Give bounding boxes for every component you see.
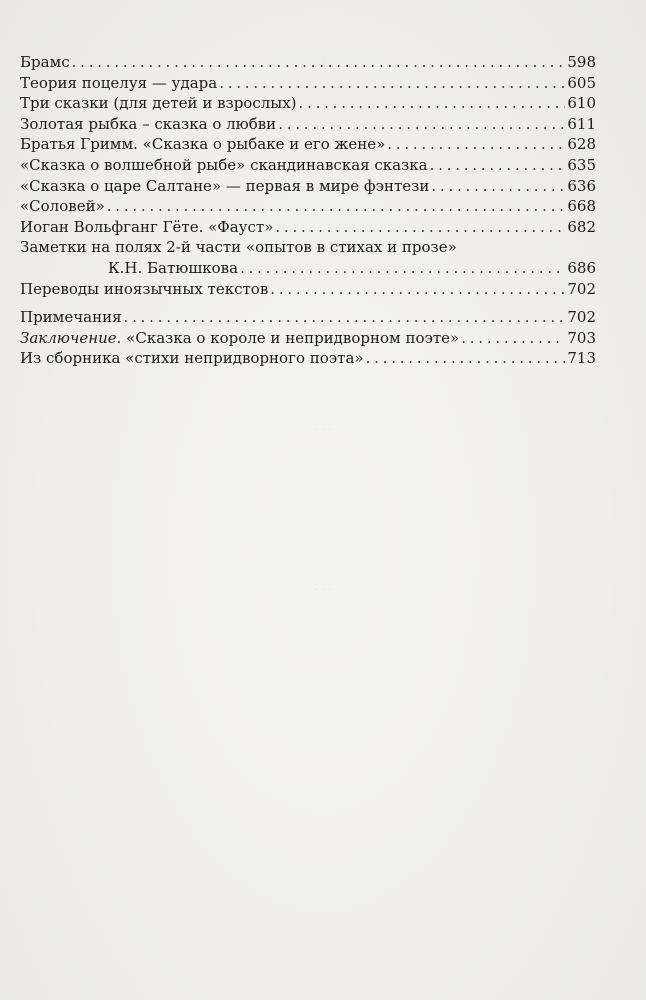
toc-entry-page: 635 xyxy=(567,155,596,174)
toc-leader-dots xyxy=(299,93,566,114)
toc-leader-dots xyxy=(366,348,566,369)
toc-leader-dots xyxy=(107,196,566,217)
toc-entry-kiss-theory[interactable] xyxy=(20,73,596,94)
toc-entry-page: 703 xyxy=(567,328,596,347)
toc-entry-title: «Сказка о царе Салтане» — первая в мире фэнтези xyxy=(20,176,430,195)
toc-entry-title: Теория поцелуя — удара xyxy=(20,73,218,92)
toc-entry-brahms[interactable] xyxy=(20,52,596,73)
toc-entry-title: Золотая рыбка – сказка о любви xyxy=(20,114,277,133)
section-gap xyxy=(20,299,596,307)
toc-entry-title xyxy=(20,328,459,349)
toc-entry-tsar-saltan[interactable] xyxy=(20,176,596,197)
bleed-through-text: . . . . . . . xyxy=(314,50,332,593)
toc-entry-title: Три сказки (для детей и взрослых) xyxy=(20,94,297,113)
toc-entry-page: 682 xyxy=(567,217,596,236)
toc-leader-dots xyxy=(387,134,565,155)
toc-entry-title: Из сборника «стихи непридворного поэта» xyxy=(20,349,364,368)
toc-leader-dots xyxy=(430,155,566,176)
table-of-contents xyxy=(20,52,596,369)
toc-entry-grimm[interactable] xyxy=(20,134,596,155)
toc-entry-page: 713 xyxy=(567,349,596,368)
toc-entry-notes[interactable] xyxy=(20,307,596,328)
toc-entry-title: Брамс xyxy=(20,53,70,71)
toc-entry-title: К.Н. Батюшкова xyxy=(108,258,239,277)
toc-entry-batyushkov-line2[interactable] xyxy=(20,258,596,279)
toc-leader-dots xyxy=(275,217,565,238)
toc-entry-title: Примечания xyxy=(20,308,122,327)
toc-entry-collection[interactable] xyxy=(20,348,596,369)
toc-leader-dots xyxy=(240,258,565,279)
toc-entry-page: 702 xyxy=(567,279,596,298)
toc-entry-page: 686 xyxy=(567,258,596,277)
toc-entry-golden-fish[interactable] xyxy=(20,114,596,135)
toc-entry-faust[interactable] xyxy=(20,217,596,238)
toc-entry-title-italic: Заключение xyxy=(20,328,117,347)
toc-entry-title: Иоган Вольфганг Гёте. «Фауст» xyxy=(20,217,274,236)
toc-entry-title-rest: . «Сказка о короле и непридворном поэте» xyxy=(116,328,460,347)
toc-entry-title: «Сказка о волшебной рыбе» скандинавская сказка xyxy=(20,155,428,174)
toc-entry-title: Заметки на полях 2-й части «опытов в стихах и прозе» xyxy=(20,238,457,257)
toc-entry-page: 605 xyxy=(567,73,596,92)
toc-leader-dots xyxy=(124,307,566,328)
toc-leader-dots xyxy=(278,114,565,135)
toc-entry-magic-fish[interactable] xyxy=(20,155,596,176)
toc-leader-dots xyxy=(431,176,565,197)
toc-entry-title: «Соловей» xyxy=(20,197,105,216)
toc-entry-title: Переводы иноязычных текстов xyxy=(20,279,269,298)
toc-entry-conclusion[interactable] xyxy=(20,328,596,349)
toc-leader-dots xyxy=(72,52,566,73)
toc-leader-dots xyxy=(461,328,565,349)
toc-entry-page: 598 xyxy=(567,53,596,71)
toc-entry-page: 668 xyxy=(567,197,596,216)
toc-entry-translations[interactable] xyxy=(20,279,596,300)
toc-entry-title: Братья Гримм. «Сказка о рыбаке и его жене» xyxy=(20,135,386,154)
toc-entry-page: 702 xyxy=(567,308,596,327)
toc-entry-nightingale[interactable] xyxy=(20,196,596,217)
toc-entry-batyushkov-line1[interactable] xyxy=(20,237,596,258)
toc-entry-page: 611 xyxy=(567,114,596,133)
toc-entry-page: 610 xyxy=(567,94,596,113)
toc-leader-dots xyxy=(219,73,565,94)
toc-entry-page: 636 xyxy=(567,176,596,195)
toc-entry-three-tales[interactable] xyxy=(20,93,596,114)
toc-leader-dots xyxy=(270,279,565,300)
toc-entry-page: 628 xyxy=(567,135,596,154)
